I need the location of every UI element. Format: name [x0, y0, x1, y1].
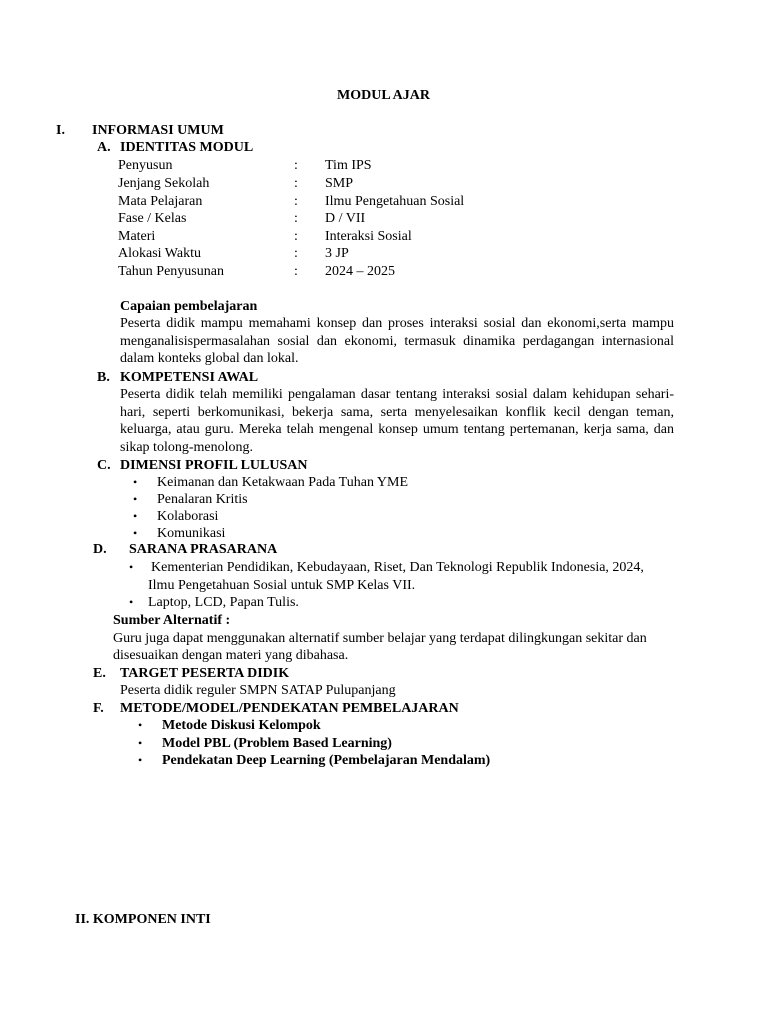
field-label: Fase / Kelas [118, 211, 187, 226]
bullet-icon: • [133, 492, 138, 506]
subsection-letter-d: D. [93, 542, 107, 557]
subsection-heading-dimensi: DIMENSI PROFIL LULUSAN [120, 458, 308, 473]
bullet-icon: • [138, 736, 143, 750]
field-label: Tahun Penyusunan [118, 264, 224, 279]
list-item-continuation: Ilmu Pengetahuan Sosial untuk SMP Kelas VII. [148, 578, 416, 593]
field-label: Materi [118, 229, 156, 244]
list-item: Laptop, LCD, Papan Tulis. [148, 595, 299, 610]
list-item: Penalaran Kritis [157, 492, 248, 507]
bullet-icon: • [129, 560, 134, 574]
target-text: Peserta didik reguler SMPN SATAP Pulupanjang [120, 683, 396, 698]
list-item: Komunikasi [157, 526, 226, 541]
field-colon: : [294, 229, 298, 244]
subsection-heading-target: TARGET PESERTA DIDIK [120, 666, 290, 681]
bullet-icon: • [138, 753, 143, 767]
subsection-heading-identitas: IDENTITAS MODUL [120, 140, 254, 155]
field-label: Alokasi Waktu [118, 246, 201, 261]
field-value: 3 JP [325, 246, 349, 261]
field-colon: : [294, 246, 298, 261]
subsection-letter-b: B. [97, 370, 110, 385]
field-value: D / VII [325, 211, 366, 226]
subsection-heading-sarana: SARANA PRASARANA [129, 542, 278, 557]
list-item: Metode Diskusi Kelompok [162, 718, 321, 733]
field-colon: : [294, 194, 298, 209]
field-value: 2024 – 2025 [325, 264, 395, 279]
field-value: Ilmu Pengetahuan Sosial [325, 194, 465, 209]
subsection-heading-kompetensi: KOMPETENSI AWAL [120, 370, 259, 385]
capaian-paragraph: Peserta didik mampu memahami konsep dan proses interaksi sosial dan ekonomi,serta mampu menganalisispermasalahan sosial dan ekonomi, termasuk dinamika perdagangan internasional dalam konteks global dan lokal. [120, 316, 674, 366]
document-title: MODUL AJAR [337, 88, 430, 103]
list-item: Keimanan dan Ketakwaan Pada Tuhan YME [157, 475, 409, 490]
field-value: SMP [325, 176, 354, 191]
sumber-text-line: disesuaikan dengan materi yang dibahasa. [113, 648, 349, 663]
bullet-icon: • [133, 475, 138, 489]
bullet-icon: • [129, 595, 134, 609]
sumber-text-line: Guru juga dapat menggunakan alternatif sumber belajar yang terdapat dilingkungan sekitar dan [113, 631, 647, 646]
list-item: Model PBL (Problem Based Learning) [162, 736, 392, 751]
field-colon: : [294, 264, 298, 279]
field-label: Mata Pelajaran [118, 194, 203, 209]
subsection-letter-e: E. [93, 666, 106, 681]
capaian-heading: Capaian pembelajaran [120, 299, 258, 314]
subsection-letter-f: F. [93, 701, 104, 716]
field-value: Interaksi Sosial [325, 229, 412, 244]
field-colon: : [294, 211, 298, 226]
section-heading-komponen-inti: II. KOMPONEN INTI [75, 912, 211, 927]
list-item: Kolaborasi [157, 509, 219, 524]
bullet-icon: • [133, 526, 138, 540]
subsection-heading-metode: METODE/MODEL/PENDEKATAN PEMBELAJARAN [120, 701, 459, 716]
sumber-heading: Sumber Alternatif : [113, 613, 231, 628]
list-item: Pendekatan Deep Learning (Pembelajaran Mendalam) [162, 753, 491, 768]
bullet-icon: • [133, 509, 138, 523]
subsection-letter-a: A. [97, 140, 111, 155]
field-label: Jenjang Sekolah [118, 176, 210, 191]
field-value: Tim IPS [325, 158, 372, 173]
list-item: Kementerian Pendidikan, Kebudayaan, Riset, Dan Teknologi Republik Indonesia, 2024, [151, 560, 644, 575]
subsection-letter-c: C. [97, 458, 111, 473]
field-colon: : [294, 176, 298, 191]
bullet-icon: • [138, 718, 143, 732]
field-label: Penyusun [118, 158, 173, 173]
section-heading-informasi-umum: INFORMASI UMUM [92, 123, 224, 138]
section-number-1: I. [56, 123, 65, 138]
kompetensi-paragraph: Peserta didik telah memiliki pengalaman dasar tentang interaksi sosial dalam kehidupan sehari-hari, seperti berkomunikasi, bekerja sama, serta menyelesaikan konflik kecil dengan teman, keluarga, atau guru. Mereka telah mengenal konsep umum tentang pertemanan, kerja sama, dan sikap tolong-menolong. [120, 387, 674, 455]
field-colon: : [294, 158, 298, 173]
